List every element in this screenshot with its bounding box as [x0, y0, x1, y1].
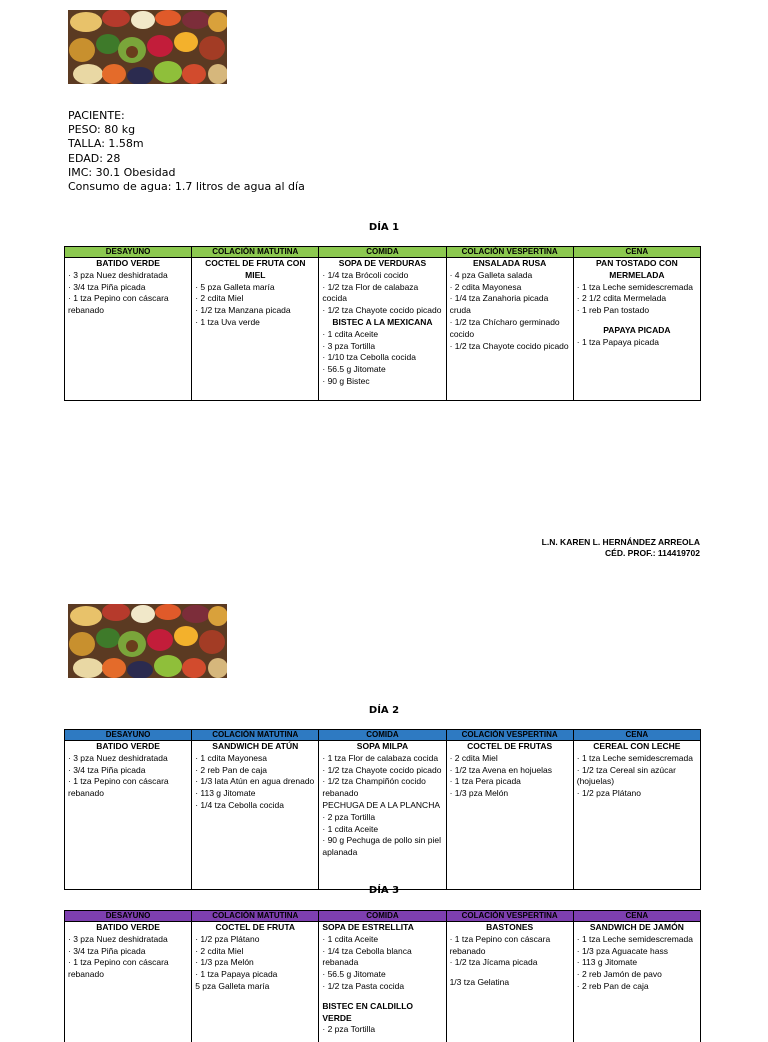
- dish-title: ENSALADA RUSA: [450, 258, 570, 270]
- column-header-colacion-vespertina: COLACIÓN VESPERTINA: [446, 247, 573, 258]
- header-row: [65, 911, 701, 922]
- food-photo-top: [68, 10, 227, 84]
- ingredient-line: · 5 pza Galleta maría: [195, 282, 315, 294]
- table-row: [65, 741, 701, 890]
- dish-title: COCTEL DE FRUTAS: [450, 741, 570, 753]
- ingredient-line: · 1/2 tza Avena en hojuelas: [450, 765, 570, 777]
- signature: [542, 537, 700, 559]
- ingredient-line: · 1/2 tza Jícama picada: [450, 957, 570, 969]
- ingredient-line: 1/3 tza Gelatina: [450, 977, 570, 989]
- ingredient-line: · 2 1/2 cdita Mermelada: [577, 293, 697, 305]
- patient-line: TALLA: 1.58m: [68, 137, 305, 151]
- ingredient-line: · 1/2 tza Chayote cocido picado: [322, 765, 442, 777]
- header-row: [65, 730, 701, 741]
- ingredient-line: · 1/2 tza Champiñón cocido rebanado: [322, 776, 442, 800]
- ingredient-line: · 1 cdita Aceite: [322, 934, 442, 946]
- day-2-title: DÍA 2: [0, 705, 768, 716]
- ingredient-line: · 56.5 g Jitomate: [322, 364, 442, 376]
- column-header-colacion-vespertina: COLACIÓN VESPERTINA: [446, 911, 573, 922]
- patient-line: EDAD: 28: [68, 152, 305, 166]
- column-header-comida: COMIDA: [319, 730, 446, 741]
- column-header-colacion-matutina: COLACIÓN MATUTINA: [192, 730, 319, 741]
- ingredient-line: · 1 cdita Mayonesa: [195, 753, 315, 765]
- signature-name: L.N. KAREN L. HERNÁNDEZ ARREOLA: [542, 537, 700, 548]
- ingredient-line: · 1/4 tza Zanahoria picada cruda: [450, 293, 570, 317]
- day-1-table: [64, 246, 701, 401]
- spacer: [450, 969, 570, 977]
- meal-cell-colacion-matutina: [192, 741, 319, 890]
- ingredient-line: · 1/2 tza Cereal sin azúcar (hojuelas): [577, 765, 697, 789]
- meal-cell-comida: [319, 258, 446, 401]
- ingredient-line: · 1 reb Pan tostado: [577, 305, 697, 317]
- dish-title: BISTEC EN CALDILLO VERDE: [322, 1001, 442, 1025]
- ingredient-line: · 1/4 tza Cebolla cocida: [195, 800, 315, 812]
- dish-title: BISTEC A LA MEXICANA: [322, 317, 442, 329]
- dish-title: SOPA MILPA: [322, 741, 442, 753]
- ingredient-line: · 1/2 tza Chícharo germinado cocido: [450, 317, 570, 341]
- ingredient-line: · 1 cdita Aceite: [322, 329, 442, 341]
- ingredient-line: · 1 tza Pepino con cáscara rebanado: [68, 293, 188, 317]
- meal-cell-colacion-vespertina: [446, 741, 573, 890]
- ingredient-line: · 3/4 tza Piña picada: [68, 946, 188, 958]
- ingredient-line: · 1 tza Uva verde: [195, 317, 315, 329]
- column-header-colacion-vespertina: COLACIÓN VESPERTINA: [446, 730, 573, 741]
- ingredient-line: · 1 tza Pepino con cáscara rebanado: [68, 776, 188, 800]
- ingredient-line: · 3/4 tza Piña picada: [68, 765, 188, 777]
- ingredient-line: · 1 tza Pepino con cáscara rebanado: [450, 934, 570, 958]
- patient-info: [68, 109, 305, 194]
- patient-line: PACIENTE:: [68, 109, 305, 123]
- dish-title: BASTONES: [450, 922, 570, 934]
- ingredient-line: · 3 pza Nuez deshidratada: [68, 753, 188, 765]
- ingredient-line: · 1/4 tza Brócoli cocido: [322, 270, 442, 282]
- dish-title: BATIDO VERDE: [68, 922, 188, 934]
- ingredient-line: · 1/2 pza Plátano: [577, 788, 697, 800]
- ingredient-line: · 1/4 tza Cebolla blanca rebanada: [322, 946, 442, 970]
- ingredient-line: · 1 tza Pepino con cáscara rebanado: [68, 957, 188, 981]
- meal-cell-comida: [319, 741, 446, 890]
- ingredient-line: · 90 g Pechuga de pollo sin piel aplanada: [322, 835, 442, 859]
- signature-license: CÉD. PROF.: 114419702: [542, 548, 700, 559]
- ingredient-line: · 90 g Bistec: [322, 376, 442, 388]
- column-header-cena: CENA: [573, 247, 700, 258]
- dish-title: PAPAYA PICADA: [577, 325, 697, 337]
- column-header-cena: CENA: [573, 730, 700, 741]
- meal-cell-colacion-vespertina: [446, 258, 573, 401]
- meal-cell-cena: [573, 258, 700, 401]
- ingredient-line: PECHUGA DE A LA PLANCHA: [322, 800, 442, 812]
- ingredient-line: · 1/2 tza Flor de calabaza cocida: [322, 282, 442, 306]
- day-3-table: [64, 910, 701, 1042]
- patient-line: PESO: 80 kg: [68, 123, 305, 137]
- ingredient-line: · 2 cdita Miel: [195, 293, 315, 305]
- ingredient-line: · 113 g Jitomate: [195, 788, 315, 800]
- column-header-desayuno: DESAYUNO: [65, 247, 192, 258]
- day-1-title: DÍA 1: [0, 222, 768, 233]
- ingredient-line: · 2 reb Pan de caja: [195, 765, 315, 777]
- ingredient-line: · 1 tza Leche semidescremada: [577, 282, 697, 294]
- ingredient-line: · 2 pza Tortilla: [322, 1024, 442, 1036]
- day-2-table: [64, 729, 701, 890]
- ingredient-line: · 1/3 pza Aguacate hass: [577, 946, 697, 958]
- ingredient-line: · 2 reb Pan de caja: [577, 981, 697, 993]
- ingredient-line: 5 pza Galleta maría: [195, 981, 315, 993]
- ingredient-line: · 1 tza Pera picada: [450, 776, 570, 788]
- ingredient-line: · 1/3 lata Atún en agua drenado: [195, 776, 315, 788]
- day-3-title: DÍA 3: [0, 885, 768, 896]
- dish-title: COCTEL DE FRUTA: [195, 922, 315, 934]
- ingredient-line: · 1/2 tza Pasta cocida: [322, 981, 442, 993]
- patient-line: Consumo de agua: 1.7 litros de agua al día: [68, 180, 305, 194]
- ingredient-line: · 113 g Jitomate: [577, 957, 697, 969]
- meal-cell-desayuno: [65, 258, 192, 401]
- column-header-colacion-matutina: COLACIÓN MATUTINA: [192, 911, 319, 922]
- ingredient-line: · 56.5 g Jitomate: [322, 969, 442, 981]
- ingredient-line: · 3/4 tza Piña picada: [68, 282, 188, 294]
- column-header-colacion-matutina: COLACIÓN MATUTINA: [192, 247, 319, 258]
- header-row: [65, 247, 701, 258]
- food-photo-bottom: [68, 604, 227, 678]
- column-header-desayuno: DESAYUNO: [65, 730, 192, 741]
- column-header-cena: CENA: [573, 911, 700, 922]
- ingredient-line: · 1/2 tza Chayote cocido picado: [322, 305, 442, 317]
- ingredient-line: · 1 tza Leche semidescremada: [577, 934, 697, 946]
- spacer: [577, 317, 697, 325]
- ingredient-line: · 2 cdita Miel: [195, 946, 315, 958]
- dish-title: CEREAL CON LECHE: [577, 741, 697, 753]
- ingredient-line: · 1 cdita Aceite: [322, 824, 442, 836]
- ingredient-line: · 3 pza Tortilla: [322, 341, 442, 353]
- dish-title: PAN TOSTADO CON MERMELADA: [577, 258, 697, 282]
- ingredient-line: · 3 pza Nuez deshidratada: [68, 270, 188, 282]
- ingredient-line: · 1 tza Papaya picada: [195, 969, 315, 981]
- table-row: [65, 258, 701, 401]
- ingredient-line: · 1 tza Leche semidescremada: [577, 753, 697, 765]
- column-header-desayuno: DESAYUNO: [65, 911, 192, 922]
- ingredient-line: · 2 reb Jamón de pavo: [577, 969, 697, 981]
- meal-cell-cena: [573, 741, 700, 890]
- dish-title: BATIDO VERDE: [68, 258, 188, 270]
- ingredient-line: · 1 tza Flor de calabaza cocida: [322, 753, 442, 765]
- ingredient-line: · 1/10 tza Cebolla cocida: [322, 352, 442, 364]
- dish-title: SANDWICH DE JAMÓN: [577, 922, 697, 934]
- ingredient-line: · 2 pza Tortilla: [322, 812, 442, 824]
- dish-title: SOPA DE VERDURAS: [322, 258, 442, 270]
- meal-cell-desayuno: [65, 741, 192, 890]
- dish-title: BATIDO VERDE: [68, 741, 188, 753]
- ingredient-line: · 1/2 tza Chayote cocido picado: [450, 341, 570, 353]
- meal-cell-colacion-matutina: [192, 258, 319, 401]
- column-header-comida: COMIDA: [319, 247, 446, 258]
- ingredient-line: · 1/2 pza Plátano: [195, 934, 315, 946]
- spacer: [322, 993, 442, 1001]
- ingredient-line: · 2 cdita Miel: [450, 753, 570, 765]
- ingredient-line: · 1/3 pza Melón: [450, 788, 570, 800]
- ingredient-line: · 1/3 pza Melón: [195, 957, 315, 969]
- ingredient-line: · 1 tza Papaya picada: [577, 337, 697, 349]
- patient-line: IMC: 30.1 Obesidad: [68, 166, 305, 180]
- dish-title: COCTEL DE FRUTA CON MIEL: [195, 258, 315, 282]
- column-header-comida: COMIDA: [319, 911, 446, 922]
- ingredient-line: · 4 pza Galleta salada: [450, 270, 570, 282]
- ingredient-line: · 1/2 tza Manzana picada: [195, 305, 315, 317]
- dish-title: SOPA DE ESTRELLITA: [322, 922, 442, 934]
- dish-title: SANDWICH DE ATÚN: [195, 741, 315, 753]
- ingredient-line: · 3 pza Nuez deshidratada: [68, 934, 188, 946]
- ingredient-line: · 2 cdita Mayonesa: [450, 282, 570, 294]
